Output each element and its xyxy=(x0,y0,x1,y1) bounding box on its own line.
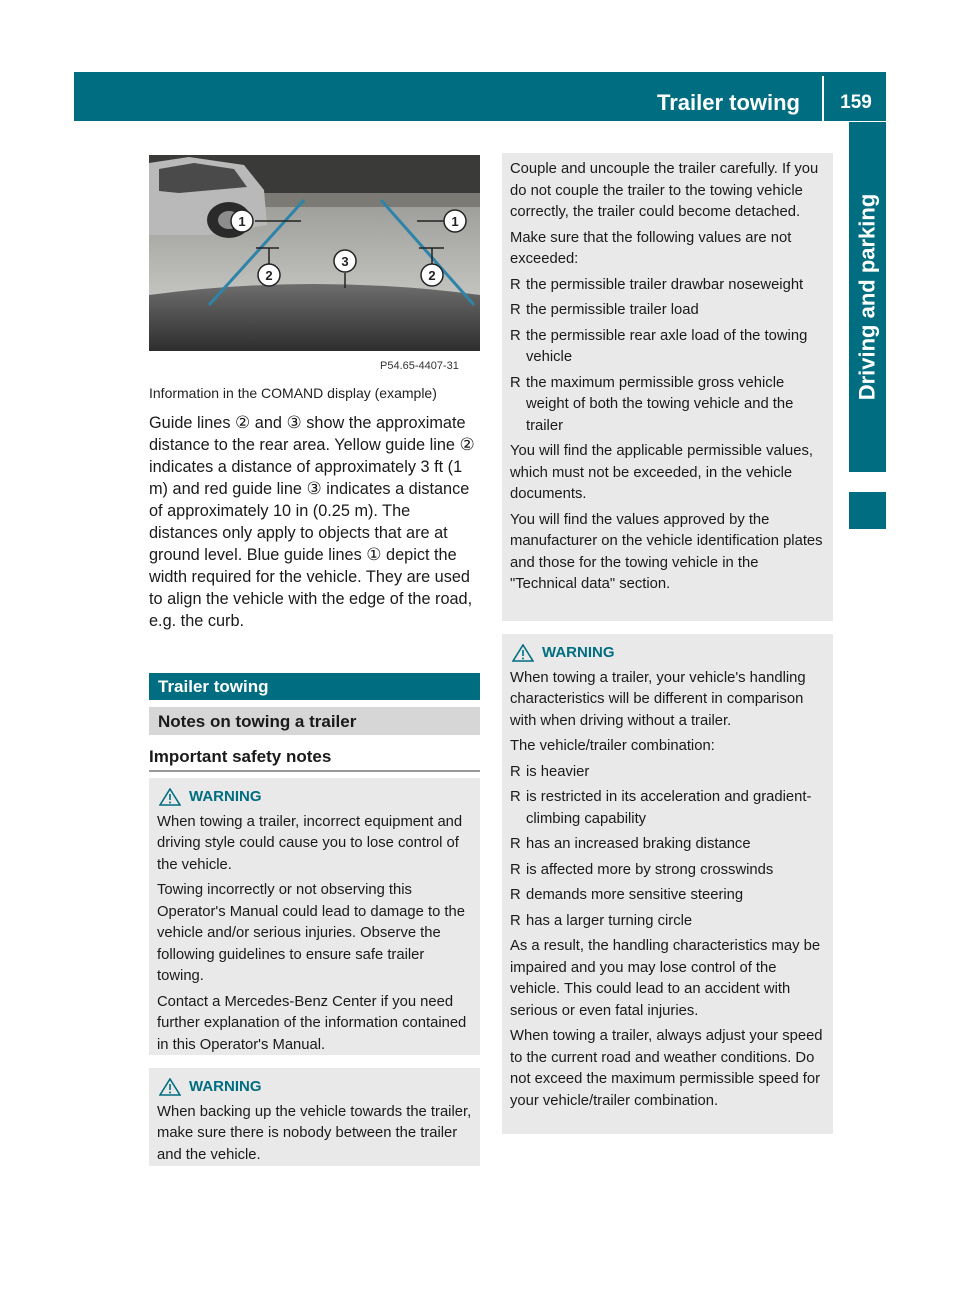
callout-2-left: 2 xyxy=(265,268,273,283)
figure-caption: Information in the COMAND display (example) xyxy=(149,385,437,401)
chapter-marker xyxy=(849,492,886,529)
warning-box-3 xyxy=(502,634,833,1134)
warning3-paragraph-2: The vehicle/trailer combination: xyxy=(510,738,715,754)
warning-label: WARNING xyxy=(542,644,615,661)
callout-ref-2b: ② xyxy=(459,435,475,454)
list-item: R demands more sensitive steering xyxy=(510,885,825,907)
warning2-paragraph-1: When backing up the vehicle towards the trailer, make sure there is nobody between the trailer and the vehicle. xyxy=(157,1103,472,1163)
safety-notes-heading: Important safety notes xyxy=(149,746,480,772)
intro-paragraph xyxy=(149,412,481,632)
header-title: Trailer towing xyxy=(656,90,800,115)
intro-text-4: indicates a distance of approximately 10 in (0.25 m). The distances only apply to objects that are at ground level. Blue guide lines xyxy=(149,480,470,564)
callout-1-left: 1 xyxy=(238,214,246,229)
warning-box-2 xyxy=(149,1068,480,1166)
list-item: R the maximum permissible gross vehicle weight of both the towing vehicle and the trailer xyxy=(510,373,825,438)
combination-effects-list xyxy=(510,762,825,933)
warning-triangle-icon xyxy=(159,1078,181,1096)
intro-text-3: indicates a distance of approximately 3 ft (1 m) and red guide line xyxy=(149,458,463,498)
list-item: R is affected more by strong crosswinds xyxy=(510,860,825,882)
callout-2-right: 2 xyxy=(428,268,436,283)
warning-triangle-icon xyxy=(159,788,181,806)
page-number: 159 xyxy=(840,92,872,113)
header-divider xyxy=(822,76,824,121)
callout-ref-3b: ③ xyxy=(306,479,322,498)
section-title: Trailer towing xyxy=(149,673,480,700)
list-item: R the permissible trailer drawbar noseweight xyxy=(510,275,825,297)
list-item: R is restricted in its acceleration and gradient-climbing capability xyxy=(510,787,825,830)
callout-1-right: 1 xyxy=(451,214,459,229)
warning-label: WARNING xyxy=(189,1078,262,1095)
rear-camera-display-image xyxy=(149,155,480,351)
warning3-paragraph-4: When towing a trailer, always adjust your speed to the current road and weather conditions. Do not exceed the maximum permissible speed for your vehicle/trailer combination. xyxy=(510,1028,823,1109)
warning1-paragraph-3: Contact a Mercedes-Benz Center if you need further explanation of the information contained in this Operator's Manual. xyxy=(157,993,467,1053)
warning1-paragraph-2: Towing incorrectly or not observing this Operator's Manual could lead to damage to the vehicle and/or serious injuries. Observe the following guidelines to ensure safe trailer towing. xyxy=(157,882,465,984)
page-header xyxy=(74,72,886,121)
warning3-paragraph-3: As a result, the handling characteristics may be impaired and you may lose control of the vehicle. This could lead to an accident with serious or even fatal injuries. xyxy=(510,938,821,1019)
right-box1-paragraph-4: You will find the values approved by the manufacturer on the vehicle identification plates and those for the towing vehicle in the "Technical data" section. xyxy=(510,511,823,592)
subsection-title: Notes on towing a trailer xyxy=(149,707,480,735)
callout-ref-1: ① xyxy=(366,545,382,564)
figure-code: P54.65-4407-31 xyxy=(380,360,459,372)
intro-and: and xyxy=(254,414,282,432)
warning3-paragraph-1: When towing a trailer, your vehicle's handling characteristics will be different in comparison with when driving without a trailer. xyxy=(510,669,806,729)
warning-box-1 xyxy=(149,778,480,1055)
list-item: R has an increased braking distance xyxy=(510,834,825,856)
right-box1-paragraph-3: You will find the applicable permissible values, which must not be exceeded, in the vehicle documents. xyxy=(510,443,813,502)
right-box1-paragraph-2: Make sure that the following values are not exceeded: xyxy=(510,229,792,267)
chapter-tab-label-wrap xyxy=(849,122,886,472)
warning1-paragraph-1: When towing a trailer, incorrect equipment and driving style could cause you to lose control of the vehicle. xyxy=(157,813,463,873)
callout-ref-3: ③ xyxy=(286,413,302,432)
list-item: R has a larger turning circle xyxy=(510,911,825,933)
callout-ref-2: ② xyxy=(235,413,251,432)
intro-text-5: depict the width required for the vehicle. They are used to align the vehicle with the edge of the road, e.g. the curb. xyxy=(149,546,473,630)
permissible-values-list xyxy=(510,275,825,438)
list-item: R is heavier xyxy=(510,762,825,784)
warning-triangle-icon xyxy=(512,644,534,662)
warning-label: WARNING xyxy=(189,788,262,805)
list-item: R the permissible rear axle load of the towing vehicle xyxy=(510,326,825,369)
right-box1-paragraph-1: Couple and uncouple the trailer carefully. If you do not couple the trailer to the towing vehicle correctly, the trailer could become detached. xyxy=(510,161,819,220)
intro-text-2: show the approximate distance to the rear area. Yellow guide line xyxy=(149,414,466,454)
intro-text-1: Guide lines xyxy=(149,414,231,432)
trailer-values-box xyxy=(502,153,833,621)
callout-3: 3 xyxy=(341,254,349,269)
chapter-tab-label: Driving and parking xyxy=(854,193,880,401)
list-item: R the permissible trailer load xyxy=(510,300,825,322)
